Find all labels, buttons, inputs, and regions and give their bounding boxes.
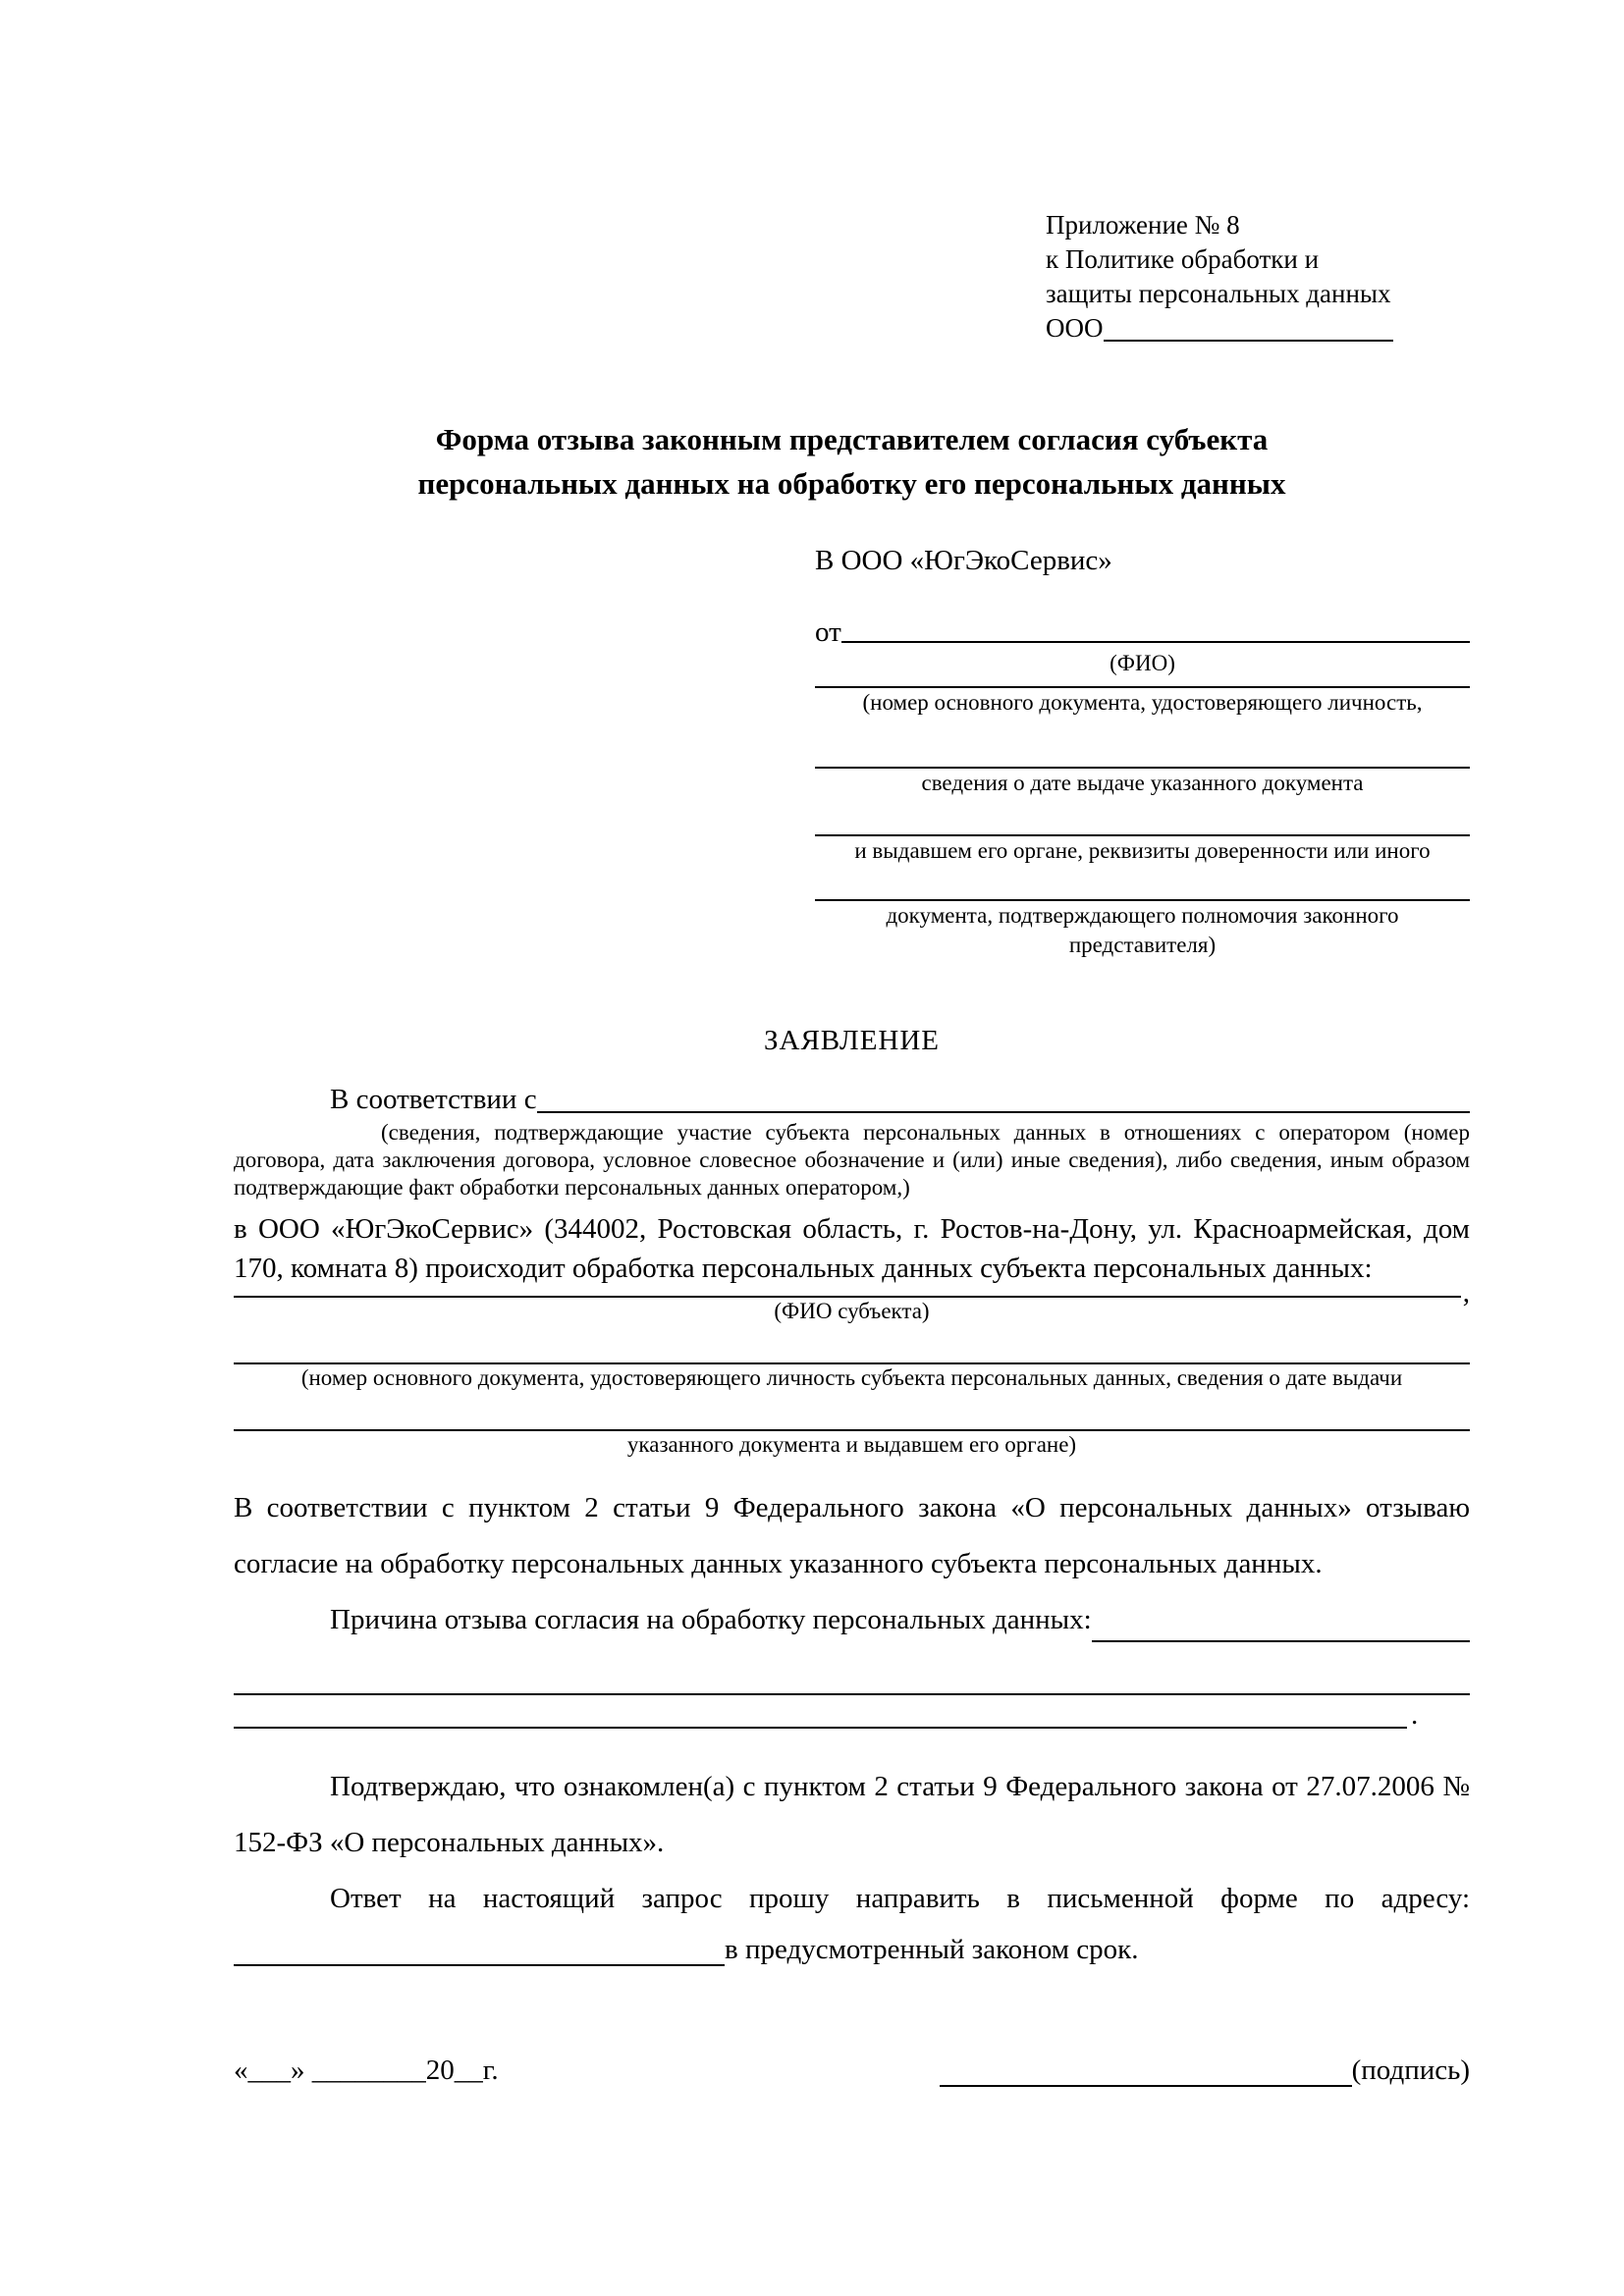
appendix-header: [1046, 208, 1470, 346]
representative-doc-caption-2: сведения о дате выдаче указанного документа: [921, 771, 1364, 795]
subject-doc-caption-2: указанного документа и выдавшем его органе): [626, 1432, 1077, 1457]
document-title-line-2: персональных данных на обработку его персональных данных: [417, 466, 1286, 501]
from-label: от: [815, 616, 841, 648]
organization-label: ООО: [1046, 313, 1104, 343]
operator-paragraph: в ООО «ЮгЭкоСервис» (344002, Ростовская область, г. Ростов-на-Дону, ул. Красноармейская, дом 170, комната 8) происходит обработка персональных данных субъекта персональных данных:: [234, 1213, 1470, 1284]
representative-doc-blank-line-1: [815, 678, 1470, 688]
in-accordance-label: В соответствии с: [330, 1084, 537, 1115]
subject-doc-blank-line-2: [234, 1392, 1470, 1431]
subject-doc-blank-line-1: [234, 1325, 1470, 1364]
confirm-paragraph: Подтверждаю, что ознакомлен(а) с пунктом 2 статьи 9 Федерального закона от 27.07.2006 № 152-ФЗ «О персональных данных».: [234, 1771, 1470, 1858]
addressee-to: В ООО «ЮгЭкоСервис»: [815, 545, 1112, 576]
reply-address-row: [234, 1927, 1470, 1972]
subject-comma: ,: [1462, 1277, 1470, 1308]
reply-paragraph: Ответ на настоящий запрос прошу направить в письменной форме по адресу:: [330, 1883, 1470, 1914]
appendix-line-2: к Политике обработки и: [1046, 244, 1320, 274]
representative-doc-caption-1: (номер основного документа, удостоверяющего личность,: [862, 690, 1423, 715]
reason-blank-line-3: [234, 1727, 1407, 1729]
subject-fio-caption: (ФИО субъекта): [774, 1299, 930, 1323]
reason-row: [234, 1592, 1470, 1648]
reason-row-2: [234, 1695, 1470, 1735]
document-title: [234, 417, 1470, 506]
reply-tail: в предусмотренный законом срок.: [725, 1934, 1139, 1965]
signature-caption: (подпись): [1351, 2055, 1470, 2086]
representative-doc-caption-3: и выдавшем его органе, реквизиты доверенности или иного: [854, 838, 1431, 863]
representative-doc-blank-line-2: [815, 718, 1470, 769]
reason-blank-line-1: [1092, 1640, 1470, 1642]
signature-group: [940, 2049, 1470, 2093]
small-print-note: (сведения, подтверждающие участие субъекта персональных данных в отношениях с оператором (номер договора, дата заключения договора, условное словесное обозначение и (или) иные сведения), либо сведения, иным образом подтверждающие факт обработки персональных данных оператором,): [234, 1120, 1470, 1200]
withdrawal-paragraph: В соответствии с пунктом 2 статьи 9 Федерального закона «О персональных данных» отзываю согласие на обработку персональных данных указанного субъекта персональных данных.: [234, 1492, 1470, 1579]
footer: [234, 2049, 1470, 2093]
document-title-line-1: Форма отзыва законным представителем согласия субъекта: [435, 422, 1269, 456]
reason-label: Причина отзыва согласия на обработку персональных данных:: [330, 1604, 1092, 1635]
statement-heading: ЗАЯВЛЕНИЕ: [763, 1025, 941, 1056]
reply-address-blank-line: [234, 1964, 725, 1966]
reason-period: .: [1411, 1699, 1419, 1731]
appendix-line-3: защиты персональных данных: [1046, 279, 1391, 308]
in-accordance-blank-line: [537, 1111, 1470, 1113]
from-blank-line: [841, 641, 1470, 643]
in-accordance-row: [234, 1080, 1470, 1119]
subject-fio-row: [234, 1277, 1470, 1308]
addressee-block: [815, 541, 1470, 960]
signature-blank-line: [940, 2085, 1352, 2087]
representative-doc-blank-line-4: [815, 866, 1470, 901]
reason-blank-line-2: [234, 1666, 1470, 1695]
appendix-line-1: Приложение № 8: [1046, 210, 1240, 240]
from-row: [815, 616, 1470, 649]
fio-caption: (ФИО): [1110, 651, 1175, 675]
representative-doc-caption-4: документа, подтверждающего полномочия законного представителя): [886, 903, 1399, 957]
organization-row: [1046, 311, 1470, 346]
date-line: «___» ________20__г.: [234, 2055, 499, 2086]
subject-doc-caption-1: (номер основного документа, удостоверяющего личность субъекта персональных данных, сведения о дате выдачи: [300, 1365, 1403, 1390]
representative-doc-blank-line-3: [815, 798, 1470, 836]
organization-blank-line: [1104, 340, 1393, 342]
